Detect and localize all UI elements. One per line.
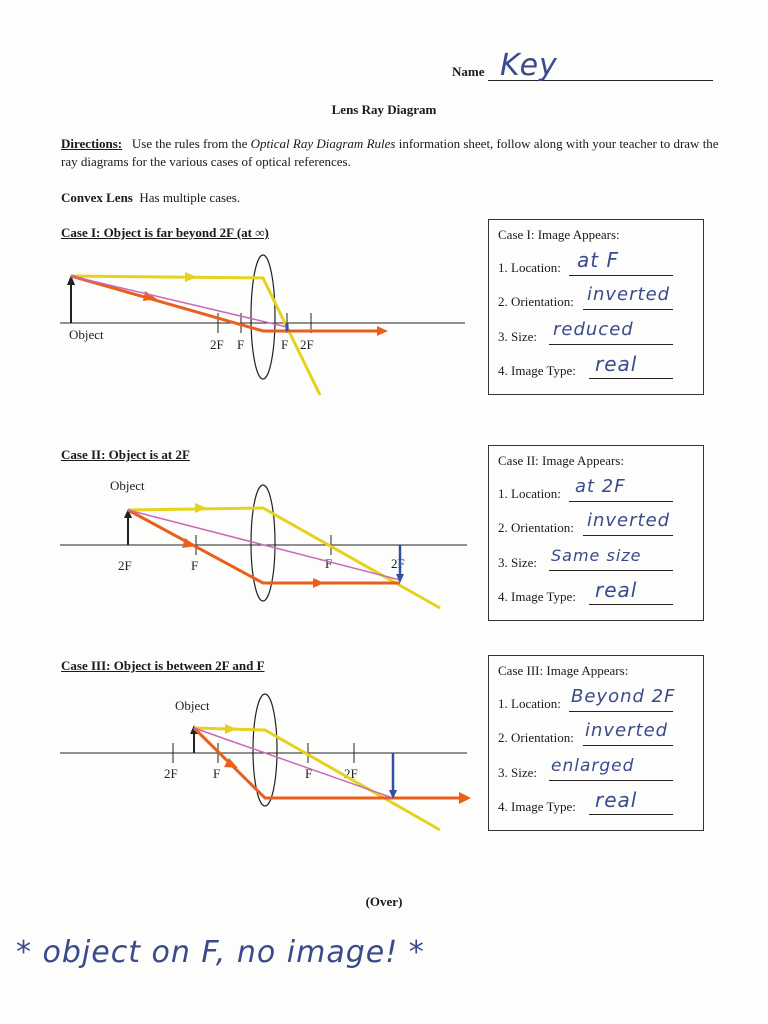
label-f-right: F (281, 337, 289, 352)
label-2f-left: 2F (164, 766, 178, 781)
ray-orange-head-2 (459, 792, 471, 804)
case-1-size-line (549, 344, 673, 345)
case-1-heading: Case I: Object is far beyond 2F (at ∞) (61, 225, 269, 240)
case-2-location-value: at 2F (575, 476, 626, 497)
case-3-size-line (549, 780, 673, 781)
case-3-location-label: 1. Location: (498, 696, 561, 711)
name-value: Key (500, 48, 558, 83)
case-1-orientation-label: 2. Orientation: (498, 294, 574, 309)
label-f-left: F (213, 766, 221, 781)
case-1-location-value: at F (577, 248, 619, 272)
label-f-left: F (191, 558, 199, 573)
label-f-right: F (305, 766, 313, 781)
ray-yellow-head (195, 503, 207, 513)
case-3-type-label: 4. Image Type: (498, 799, 576, 814)
case-3-location-line (569, 711, 673, 712)
label-f-left: F (237, 337, 245, 352)
handwritten-note: * object on F, no image! * (16, 935, 425, 970)
label-object: Object (110, 478, 145, 493)
case-2-box-title: Case II: Image Appears: (498, 453, 624, 468)
case-2-type-label: 4. Image Type: (498, 589, 576, 604)
label-2f-right: 2F (391, 556, 405, 571)
case-3-heading: Case III: Object is between 2F and F (61, 658, 265, 673)
ray-yellow (71, 276, 320, 395)
label-2f-left: 2F (118, 558, 132, 573)
case-3-box-title: Case III: Image Appears: (498, 663, 629, 678)
ray-orange-head-2 (377, 326, 388, 336)
directions-label: Directions: (61, 136, 123, 151)
case-1-diagram (55, 245, 475, 405)
label-2f-left: 2F (210, 337, 224, 352)
directions-text-after: information sheet, follow along with your teacher to draw the ray diagrams for the various cases of optical references. (61, 136, 719, 169)
label-2f-right: 2F (344, 766, 358, 781)
ray-yellow (194, 728, 440, 830)
convex-lens (251, 255, 275, 379)
directions-reference-title: Optical Ray Diagram Rules (250, 136, 396, 151)
ray-pink (194, 728, 393, 798)
ray-pink (71, 276, 287, 327)
case-3-location-value: Beyond 2F (571, 686, 676, 707)
case-1-size-label: 3. Size: (498, 329, 537, 344)
ray-orange (194, 728, 465, 798)
case-2-answer-box (488, 445, 704, 621)
case-2-orientation-value: inverted (587, 510, 671, 531)
case-3-type-line (589, 814, 673, 815)
case-2-size-label: 3. Size: (498, 555, 537, 570)
case-1-type-label: 4. Image Type: (498, 363, 576, 378)
case-1-size-value: reduced (553, 319, 634, 340)
over-label: (Over) (365, 894, 403, 909)
case-1-box-title: Case I: Image Appears: (498, 227, 620, 242)
case-1-answer-box (488, 219, 704, 395)
ray-yellow-head (225, 724, 237, 734)
case-3-orientation-line (583, 745, 673, 746)
case-2-size-line (549, 570, 673, 571)
case-2-location-label: 1. Location: (498, 486, 561, 501)
case-3-diagram (55, 690, 475, 840)
label-f-right: F (325, 556, 333, 571)
case-3-size-label: 3. Size: (498, 765, 537, 780)
case-1-type-value: real (595, 352, 638, 376)
page-title: Lens Ray Diagram (331, 102, 437, 117)
ray-orange-head-2 (313, 578, 324, 588)
label-object: Object (175, 698, 210, 713)
label-2f-right: 2F (300, 337, 314, 352)
ray-yellow-head (185, 272, 197, 282)
case-3-orientation-label: 2. Orientation: (498, 730, 574, 745)
name-label: Name (452, 64, 485, 79)
case-2-orientation-line (583, 535, 673, 536)
case-3-size-value: enlarged (551, 756, 635, 776)
case-1-location-line (569, 275, 673, 276)
directions-text-before: Use the rules from the (131, 136, 248, 151)
case-2-type-line (589, 604, 673, 605)
convex-lens-label: Convex Lens (61, 190, 133, 205)
case-1-type-line (589, 378, 673, 379)
case-3-orientation-value: inverted (585, 720, 669, 741)
case-2-orientation-label: 2. Orientation: (498, 520, 574, 535)
case-2-location-line (569, 501, 673, 502)
case-2-diagram (55, 470, 475, 620)
case-1-orientation-line (583, 309, 673, 310)
convex-lens-text: Has multiple cases. (139, 190, 241, 205)
case-1-location-label: 1. Location: (498, 260, 561, 275)
directions-paragraph (61, 135, 721, 171)
case-2-heading: Case II: Object is at 2F (61, 447, 190, 462)
case-2-size-value: Same size (551, 546, 642, 565)
case-3-type-value: real (595, 788, 638, 812)
convex-lens-line (61, 190, 240, 206)
case-1-orientation-value: inverted (587, 284, 671, 305)
label-object: Object (69, 327, 104, 342)
case-2-type-value: real (595, 578, 638, 602)
case-3-answer-box (488, 655, 704, 831)
